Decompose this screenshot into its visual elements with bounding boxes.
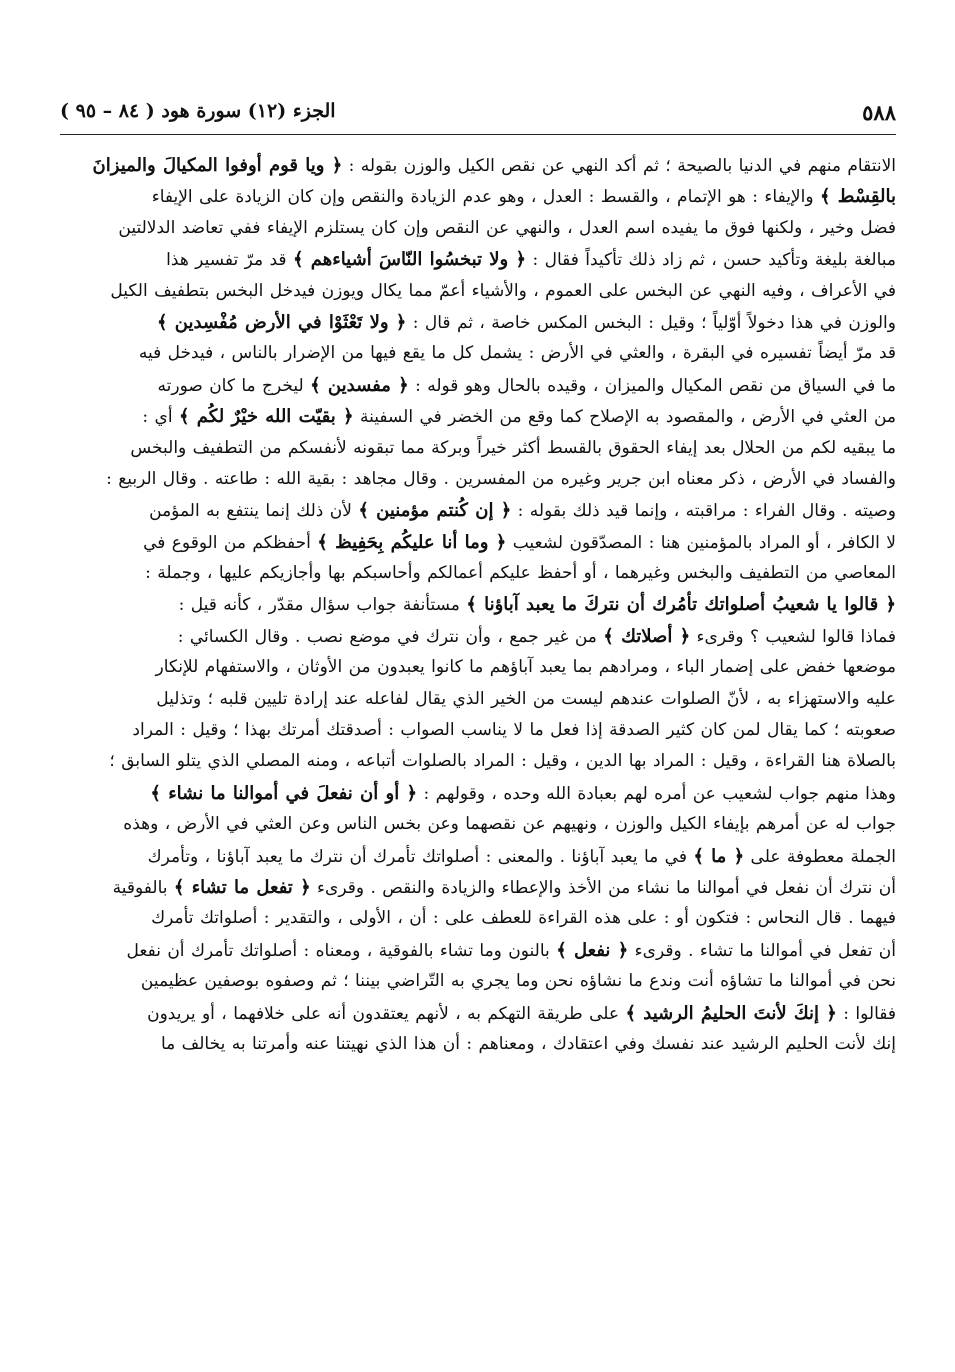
commentary-text: أي : xyxy=(142,407,179,428)
commentary-text: أن تفعل في أموالنا ما تشاء . وقرىء xyxy=(628,940,896,961)
commentary-text: مبالغة بليغة وتأكيد حسن ، ثم زاد ذلك تأكيداً فقال : xyxy=(526,250,896,271)
commentary-text: عليه والاستهزاء به ، لأنّ الصلوات عندهم ليست من الخير الذي يقال لفاعله عند إرادة تليين قلبه ؛ وتذليل xyxy=(156,688,896,709)
quran-quote: ﴿ قالوا يا شعيبُ أصلواتك تأمُرك أن نتركَ ما يعبد آباؤنا ﴾ xyxy=(466,594,896,616)
commentary-text: صعوبته ؛ كما يقال لمن كان كثير الصدقة إذا فعل ما لا يناسب الصواب : أصدقتك أمرتك بهذا ؛ وقيل : المراد xyxy=(132,720,896,741)
text-line xyxy=(62,307,896,338)
commentary-text: ما يبقيه لكم من الحلال بعد إيفاء الحقوق بالقسط أكثر خيراً وبركة مما تبقونه لأنفسكم من التطفيف والبخس xyxy=(130,437,896,458)
text-line xyxy=(62,558,896,589)
text-line xyxy=(62,903,896,934)
text-line xyxy=(62,370,896,401)
commentary-text: إنك لأنت الحليم الرشيد عند نفسك وفي اعتقادك ، ومعناهم : أن هذا الذي نهيتنا عنه وأمرتنا به يخالف ما xyxy=(160,1033,896,1054)
quran-quote: ﴿ ولا تبخسُوا النّاسَ أشياءهم ﴾ xyxy=(292,249,527,271)
text-line xyxy=(62,589,896,620)
quran-quote: ﴿ ولا تَعْثَوْا في الأرض مُفْسِدين ﴾ xyxy=(156,311,407,333)
text-line xyxy=(62,935,896,966)
text-line xyxy=(62,652,896,683)
quran-quote: بالقِسْط ﴾ xyxy=(819,186,896,208)
commentary-text: من العثي في الأرض ، والمقصود به الإصلاح كما وقع من الخضر في السفينة xyxy=(353,407,896,428)
commentary-text: فماذا قالوا لشعيب ؟ وقرىء xyxy=(690,626,896,647)
commentary-text: قد مرّ تفسير هذا xyxy=(166,250,293,271)
text-line xyxy=(62,276,896,307)
text-line xyxy=(62,809,896,840)
text-line xyxy=(62,1029,896,1060)
commentary-text: أن نترك أن نفعل في أموالنا ما نشاء من الأخذ والإعطاء والزيادة والنقص . وقرىء xyxy=(310,877,896,898)
text-line xyxy=(62,464,896,495)
commentary-text: المعاصي من التطفيف والبخس وغيرهما ، أو أحفظ عليكم أعمالكم وأحاسبكم بها وأجازيكم عليها ، وجملة : xyxy=(145,563,896,584)
header-divider xyxy=(60,134,896,135)
commentary-text: والفساد في الأرض ، ذكر معناه ابن جرير وغيره من المفسرين . وقال مجاهد : بقية الله : طاعته . وقال الربيع : xyxy=(106,468,896,489)
commentary-text: الانتقام منهم في الدنيا بالصيحة ؛ ثم أكد النهي عن نقص الكيل والوزن بقوله : xyxy=(342,156,896,176)
text-line xyxy=(62,715,896,746)
text-line xyxy=(62,966,896,997)
text-line xyxy=(62,746,896,777)
commentary-text: فضل وخير ، ولكنها فوق ما يفيده اسم العدل ، والنهي عن النقص وإن كان يستلزم الإيفاء ففي تعاضد الدلالتين xyxy=(118,217,896,238)
commentary-text: قد مرّ أيضاً تفسيره في البقرة ، والعثي في الأرض : يشمل كل ما يقع فيها من الإضرار بالناس ، فيدخل فيه xyxy=(138,343,896,364)
text-line xyxy=(62,527,896,558)
text-line xyxy=(62,338,896,369)
commentary-text: والإيفاء : هو الإتمام ، والقسط : العدل ، وهو عدم الزيادة والنقص وإن كان الزيادة على الإيفاء xyxy=(151,187,820,208)
running-title: الجزء (١٢) سورة هود ( ٨٤ – ٩٥ ) xyxy=(60,100,336,122)
commentary-text: بالصلاة هنا القراءة ، وقيل : المراد بها الدين ، وقيل : المراد بالصلوات أتباعه ، ومنه المصلي الذي يتلو السابق ؛ xyxy=(109,751,896,772)
commentary-text: في ما يعبد آباؤنا . والمعنى : أصلواتك تأمرك أن نترك ما يعبد آباؤنا ، وتأمرك xyxy=(147,846,694,867)
commentary-text: نحن في أموالنا ما تشاؤه أنت وندع ما نشاؤه نحن وما يجري به التّراضي بيننا ؛ ثم وصفوه بوصفين عظيمين xyxy=(140,971,896,992)
text-line xyxy=(62,181,896,212)
commentary-text: وصيته . وقال الفراء : مراقبته ، وإنما قيد ذلك بقوله : xyxy=(511,501,896,522)
commentary-text: بالنون وما تشاء بالفوقية ، ومعناه : أصلواتك تأمرك أن نفعل xyxy=(126,940,557,961)
page-header xyxy=(60,94,896,130)
commentary-text: لا الكافر ، أو المراد بالمؤمنين هنا : المصدّقون لشعيب xyxy=(506,532,896,553)
quran-quote: ﴿ وما أنا عليكُم بِحَفِيظ ﴾ xyxy=(317,531,507,553)
quran-quote: ﴿ أو أن نفعلَ في أموالنا ما نشاء ﴾ xyxy=(150,782,418,804)
text-line xyxy=(62,244,896,275)
quran-quote: ﴿ أصلاتك ﴾ xyxy=(603,625,691,647)
text-line xyxy=(62,684,896,715)
text-line xyxy=(62,401,896,432)
commentary-text: ليخرج ما كان صورته xyxy=(157,375,311,396)
quran-quote: ﴿ إن كُنتم مؤمنين ﴾ xyxy=(358,500,512,522)
quran-quote: ﴿ ما ﴾ xyxy=(693,845,745,867)
quran-quote: ﴿ نفعل ﴾ xyxy=(556,939,629,961)
text-line xyxy=(62,778,896,809)
commentary-text: وهذا منهم جواب لشعيب عن أمره لهم بعبادة الله وحده ، وقولهم : xyxy=(417,783,896,804)
commentary-text: لأن ذلك إنما ينتفع به المؤمن xyxy=(149,501,359,522)
commentary-text: أحفظكم من الوقوع في xyxy=(143,532,318,553)
text-line xyxy=(62,495,896,526)
commentary-text: ما في السياق من نقص المكيال والميزان ، وقيده بالحال وهو قوله : xyxy=(408,375,896,396)
text-line xyxy=(62,150,896,181)
commentary-text: بالفوقية xyxy=(112,877,174,898)
quran-quote: ﴿ إنكَ لأنتَ الحليمُ الرشيد ﴾ xyxy=(625,1002,837,1024)
quran-quote: ﴿ مفسدين ﴾ xyxy=(310,374,409,396)
commentary-text: فقالوا : xyxy=(836,1003,896,1024)
commentary-text: جواب له عن أمرهم بإيفاء الكيل والوزن ، ونهيهم عن نقصهما وعن بخس الناس وعن العثي في الأرض ، وهذه xyxy=(123,814,896,835)
commentary-text: مستأنفة جواب سؤال مقدّر ، كأنه قيل : xyxy=(178,595,467,616)
text-line xyxy=(62,213,896,244)
quran-quote: ﴿ ويا قوم أوفوا المكيالَ والميزانَ xyxy=(92,155,343,176)
commentary-text: والوزن في هذا دخولاً أوّلياً ؛ وقيل : البخس المكس خاصة ، ثم قال : xyxy=(406,312,896,333)
body-text xyxy=(62,150,896,1060)
quran-quote: ﴿ تفعل ما تشاء ﴾ xyxy=(173,876,311,898)
text-line xyxy=(62,998,896,1029)
text-line xyxy=(62,841,896,872)
text-line xyxy=(62,433,896,464)
text-line xyxy=(62,872,896,903)
page-number: ٥٨٨ xyxy=(862,100,896,125)
commentary-text: الجملة معطوفة على xyxy=(744,846,896,867)
text-line xyxy=(62,621,896,652)
commentary-text: في الأعراف ، وفيه النهي عن البخس على العموم ، والأشياء أعمّ مما يكال ويوزن فيدخل البخس بتطفيف الكيل xyxy=(110,280,896,301)
commentary-text: من غير جمع ، وأن نترك في موضع نصب . وقال الكسائي : xyxy=(177,626,604,647)
commentary-text: على طريقة التهكم به ، لأنهم يعتقدون أنه على خلافهما ، أو يريدون xyxy=(147,1003,626,1024)
quran-quote: ﴿ بقيّت الله خيْرٌ لكُم ﴾ xyxy=(178,406,354,428)
commentary-text: فيهما . قال النحاس : فتكون أو : على هذه القراءة للعطف على : أن ، الأولى ، والتقدير : أصلواتك تأمرك xyxy=(151,908,896,929)
commentary-text: موضعها خفض على إضمار الباء ، ومرادهم بما يعبد آباؤهم ما كانوا يعبدون من الأوثان ، والاستفهام للإنكار xyxy=(155,657,896,678)
